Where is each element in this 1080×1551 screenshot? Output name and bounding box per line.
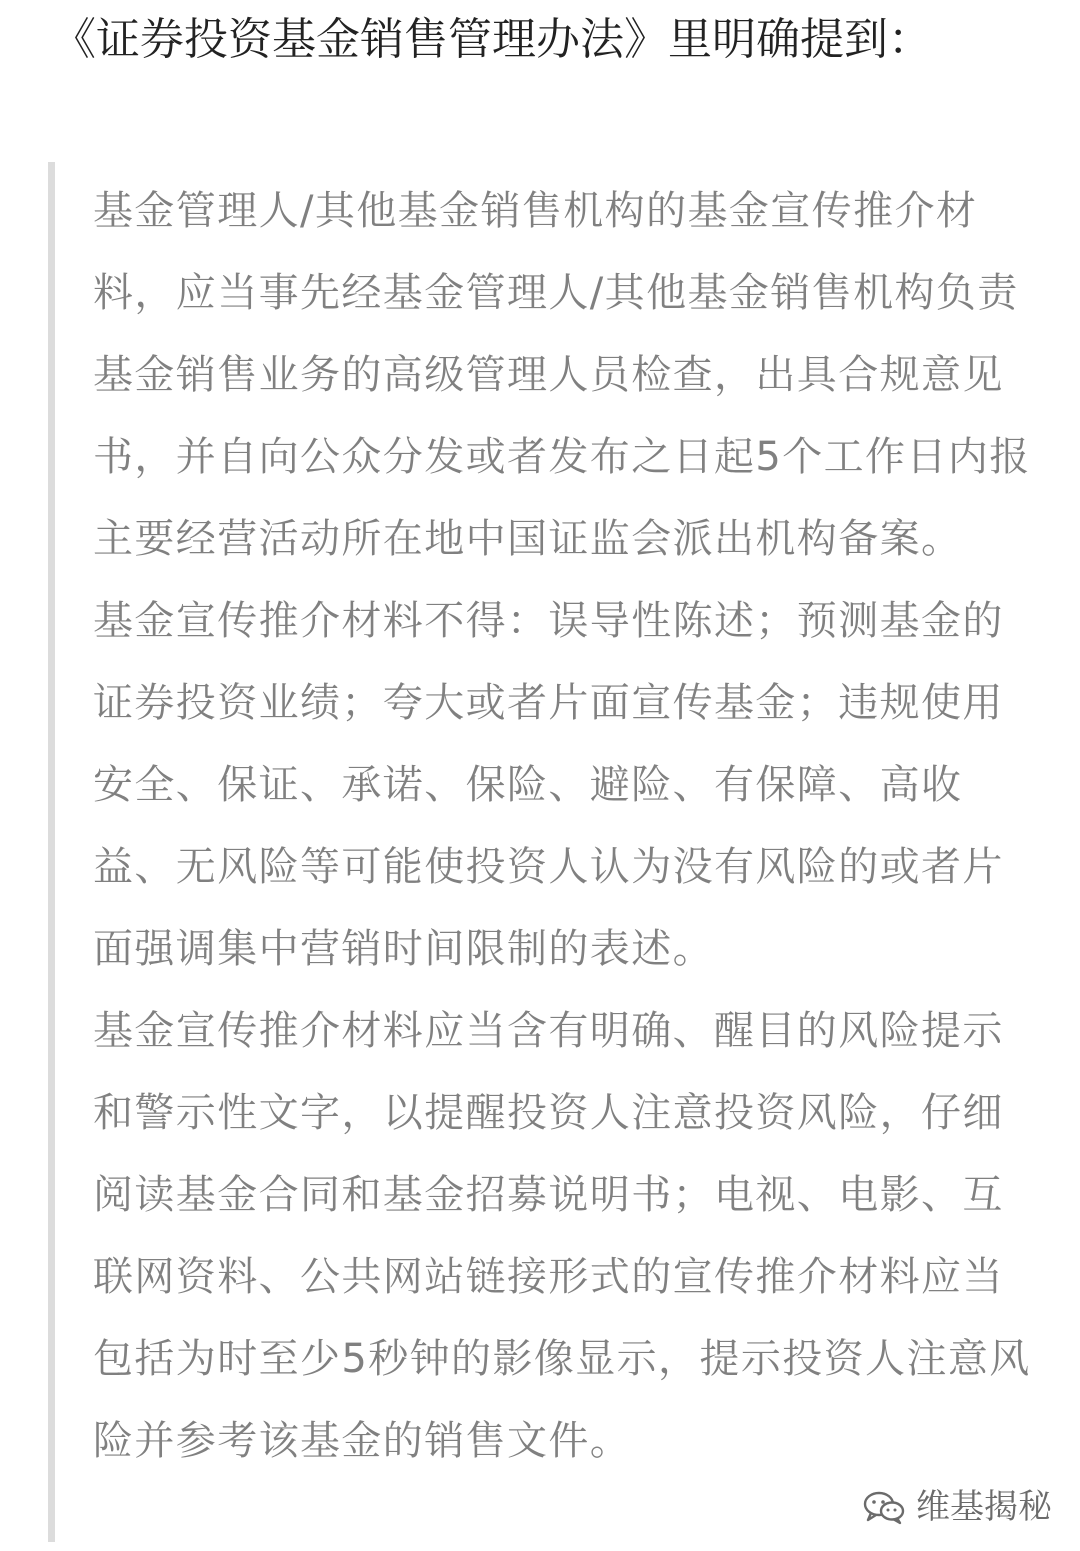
quote-paragraph-1: 基金管理人/其他基金销售机构的基金宣传推介材料，应当事先经基金管理人/其他基金销售机构负责基金销售业务的高级管理人员检查，出具合规意见书，并自向公众分发或者发布之日起5个工作日内报主要经营活动所在地中国证监会派出机构备案。 [93, 188, 1031, 562]
watermark-text: 维基揭秘 [916, 1487, 1052, 1527]
quote-paragraph-3: 基金宣传推介材料应当含有明确、醒目的风险提示和警示性文字，以提醒投资人注意投资风险，仔细阅读基金合同和基金招募说明书；电视、电影、互联网资料、公共网站链接形式的宣传推介材料应当包括为时至少5秒钟的影像显示，提示投资人注意风险并参考该基金的销售文件。 [93, 1008, 1031, 1464]
watermark [862, 1487, 1052, 1527]
quote-body [93, 170, 1043, 1482]
intro-text: 《证券投资基金销售管理办法》里明确提到： [52, 14, 932, 65]
blockquote [48, 162, 1055, 1542]
wechat-icon [862, 1489, 906, 1525]
quote-paragraph-2: 基金宣传推介材料不得：误导性陈述；预测基金的证券投资业绩；夸大或者片面宣传基金；违规使用安全、保证、承诺、保险、避险、有保障、高收益、无风险等可能使投资人认为没有风险的或者片面强调集中营销时间限制的表述。 [93, 598, 1004, 972]
